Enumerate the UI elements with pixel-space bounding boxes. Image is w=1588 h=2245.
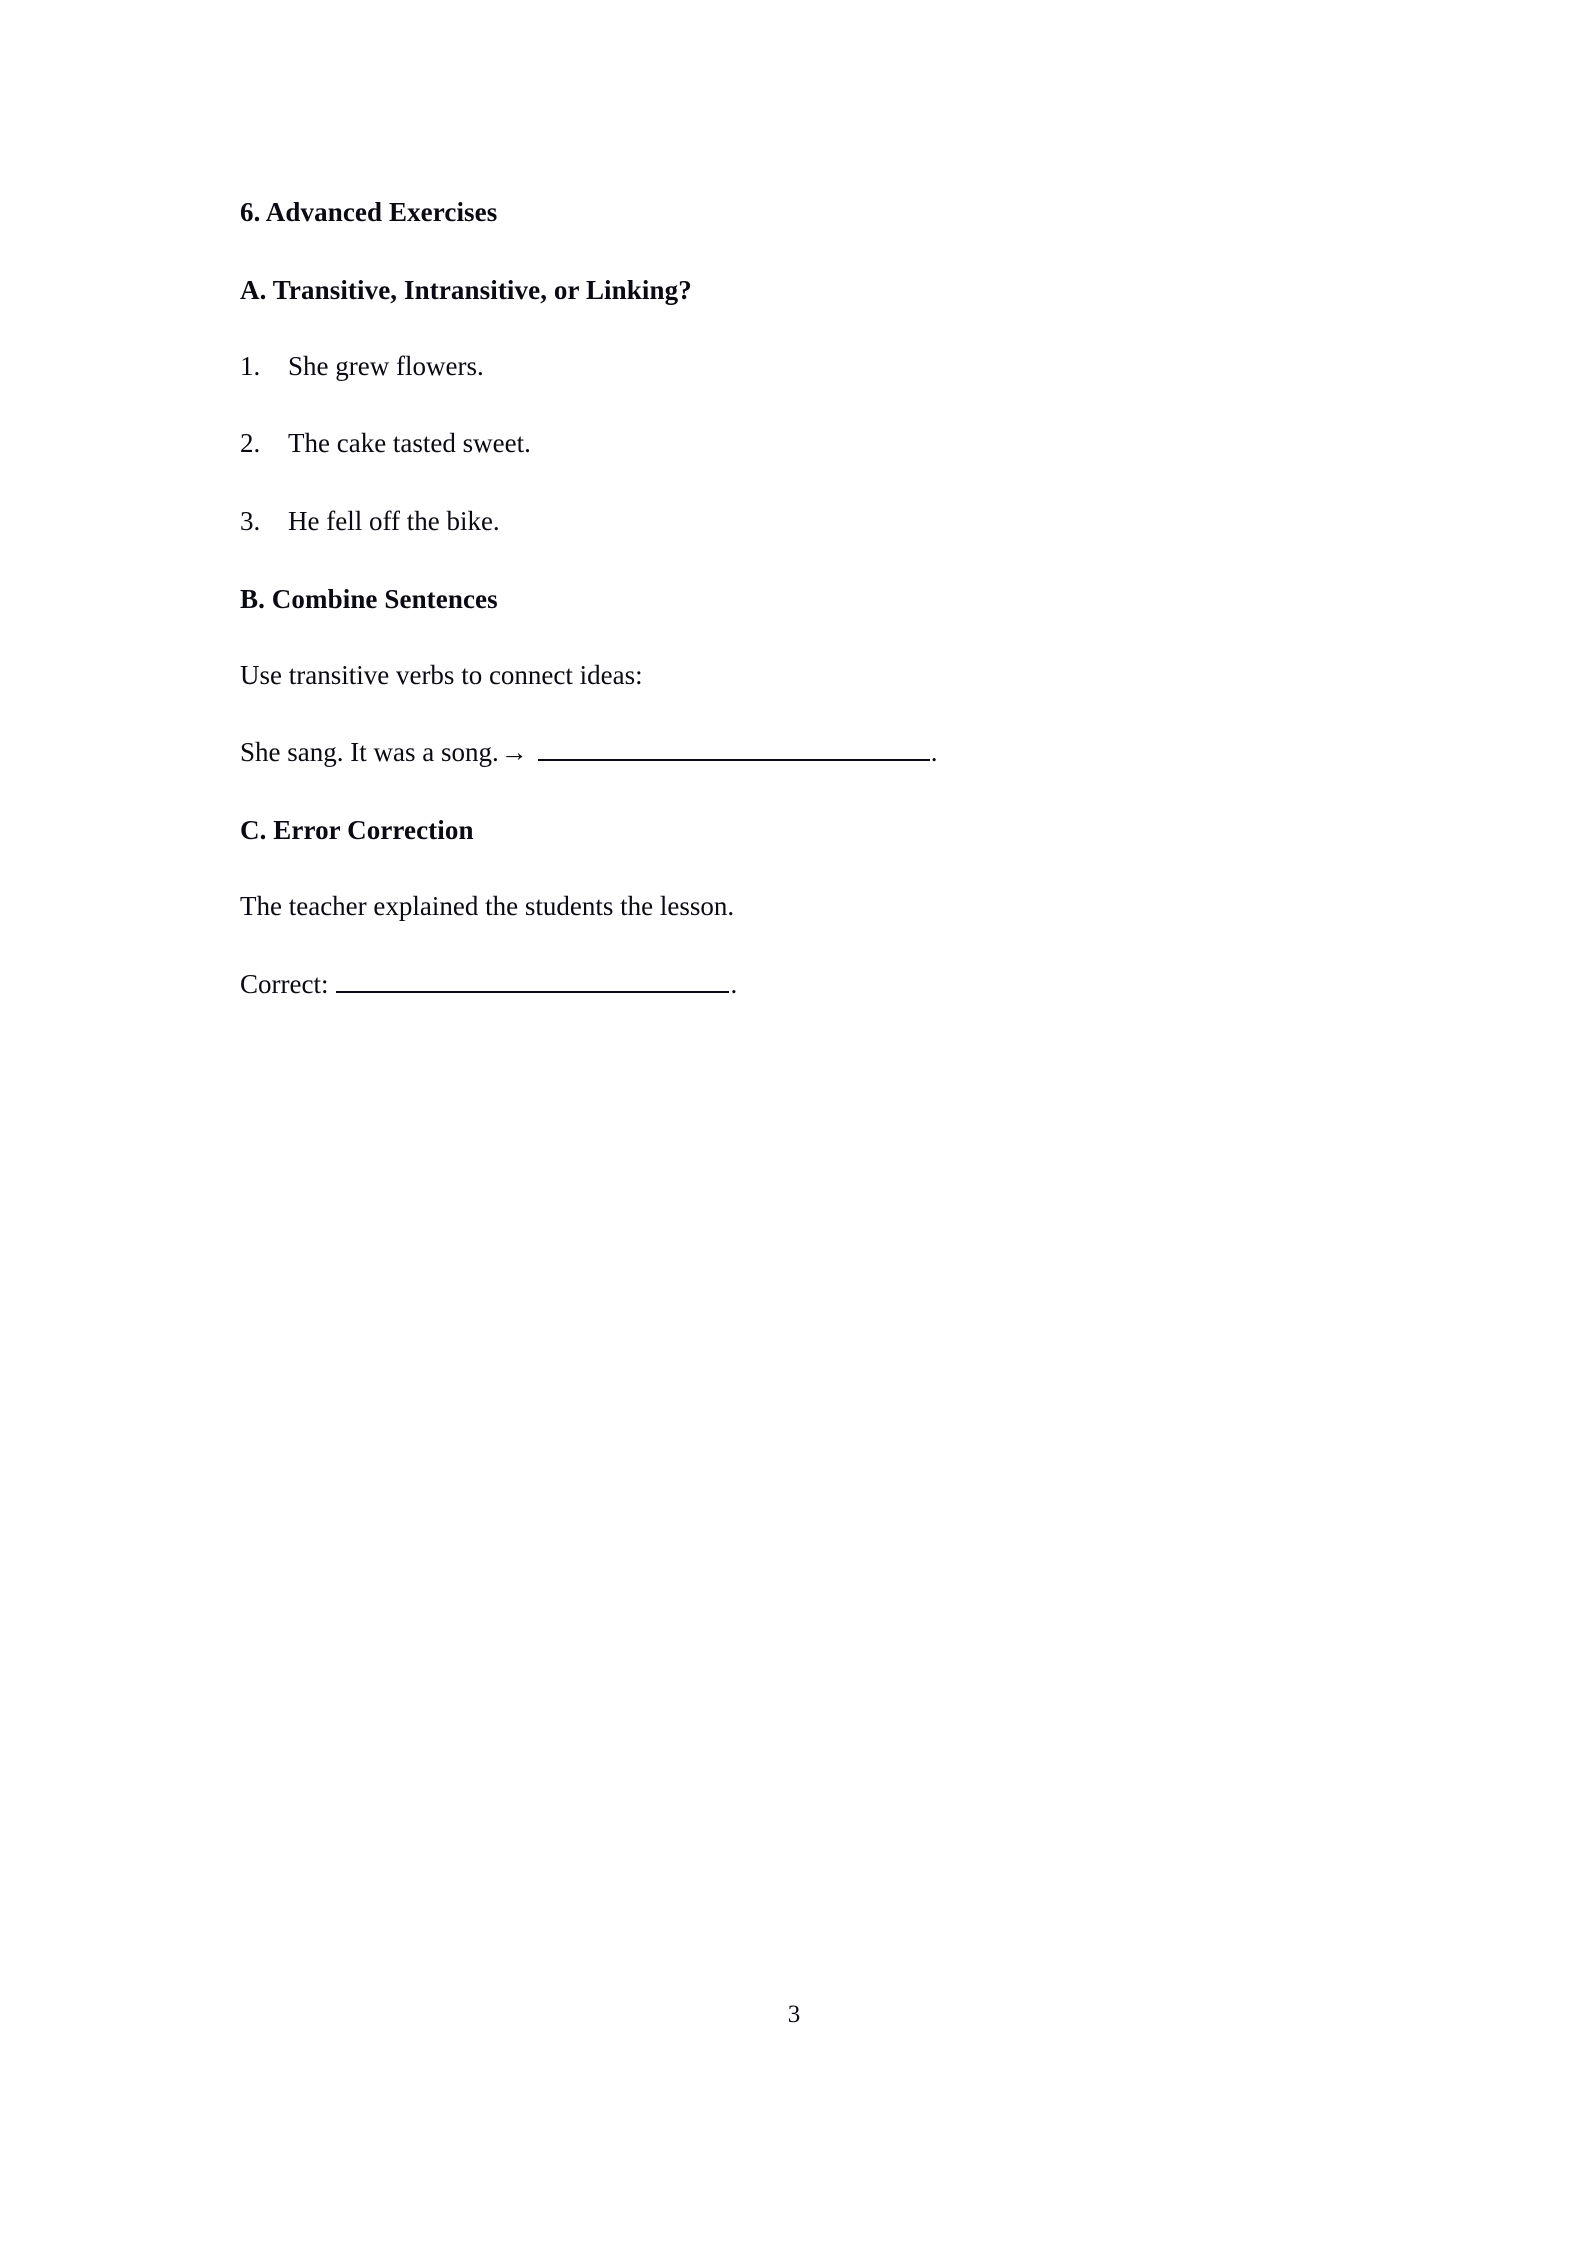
exercise-b-blank-field[interactable]	[538, 737, 930, 761]
exercise-b-answer-line	[240, 736, 1340, 770]
list-item-number: 3.	[240, 506, 261, 536]
list-item-text: She grew flowers.	[288, 350, 484, 381]
section-heading: 6. Advanced Exercises	[240, 197, 498, 227]
exercise-b-terminator: .	[930, 737, 938, 768]
list-item	[240, 505, 1340, 539]
exercise-b-instruction: Use transitive verbs to connect ideas:	[240, 659, 643, 690]
exercise-c-answer-label: Correct:	[240, 968, 329, 999]
rightwards-arrow-icon: →	[500, 737, 528, 768]
page-number: 3	[787, 2001, 801, 2028]
exercise-c-sentence: The teacher explained the students the lesson.	[240, 890, 735, 921]
exercise-c-heading: C. Error Correction	[240, 815, 474, 845]
list-item-text: The cake tasted sweet.	[288, 428, 531, 459]
exercise-a-heading: A. Transitive, Intransitive, or Linking?	[240, 274, 692, 305]
list-item	[240, 350, 1340, 384]
list-item-number: 1.	[240, 350, 261, 381]
page-content	[240, 196, 1340, 1045]
exercise-b-prompt: She sang. It was a song.	[240, 737, 499, 768]
exercise-c-blank-field[interactable]	[336, 969, 729, 993]
exercise-b-heading: B. Combine Sentences	[240, 583, 498, 614]
list-item-text: He fell off the bike.	[288, 506, 500, 536]
list-item	[240, 427, 1340, 461]
exercise-c-terminator: .	[730, 968, 738, 999]
exercise-a-list	[240, 350, 1340, 539]
exercise-c-answer-line	[240, 968, 1340, 1002]
list-item-number: 2.	[240, 428, 261, 459]
